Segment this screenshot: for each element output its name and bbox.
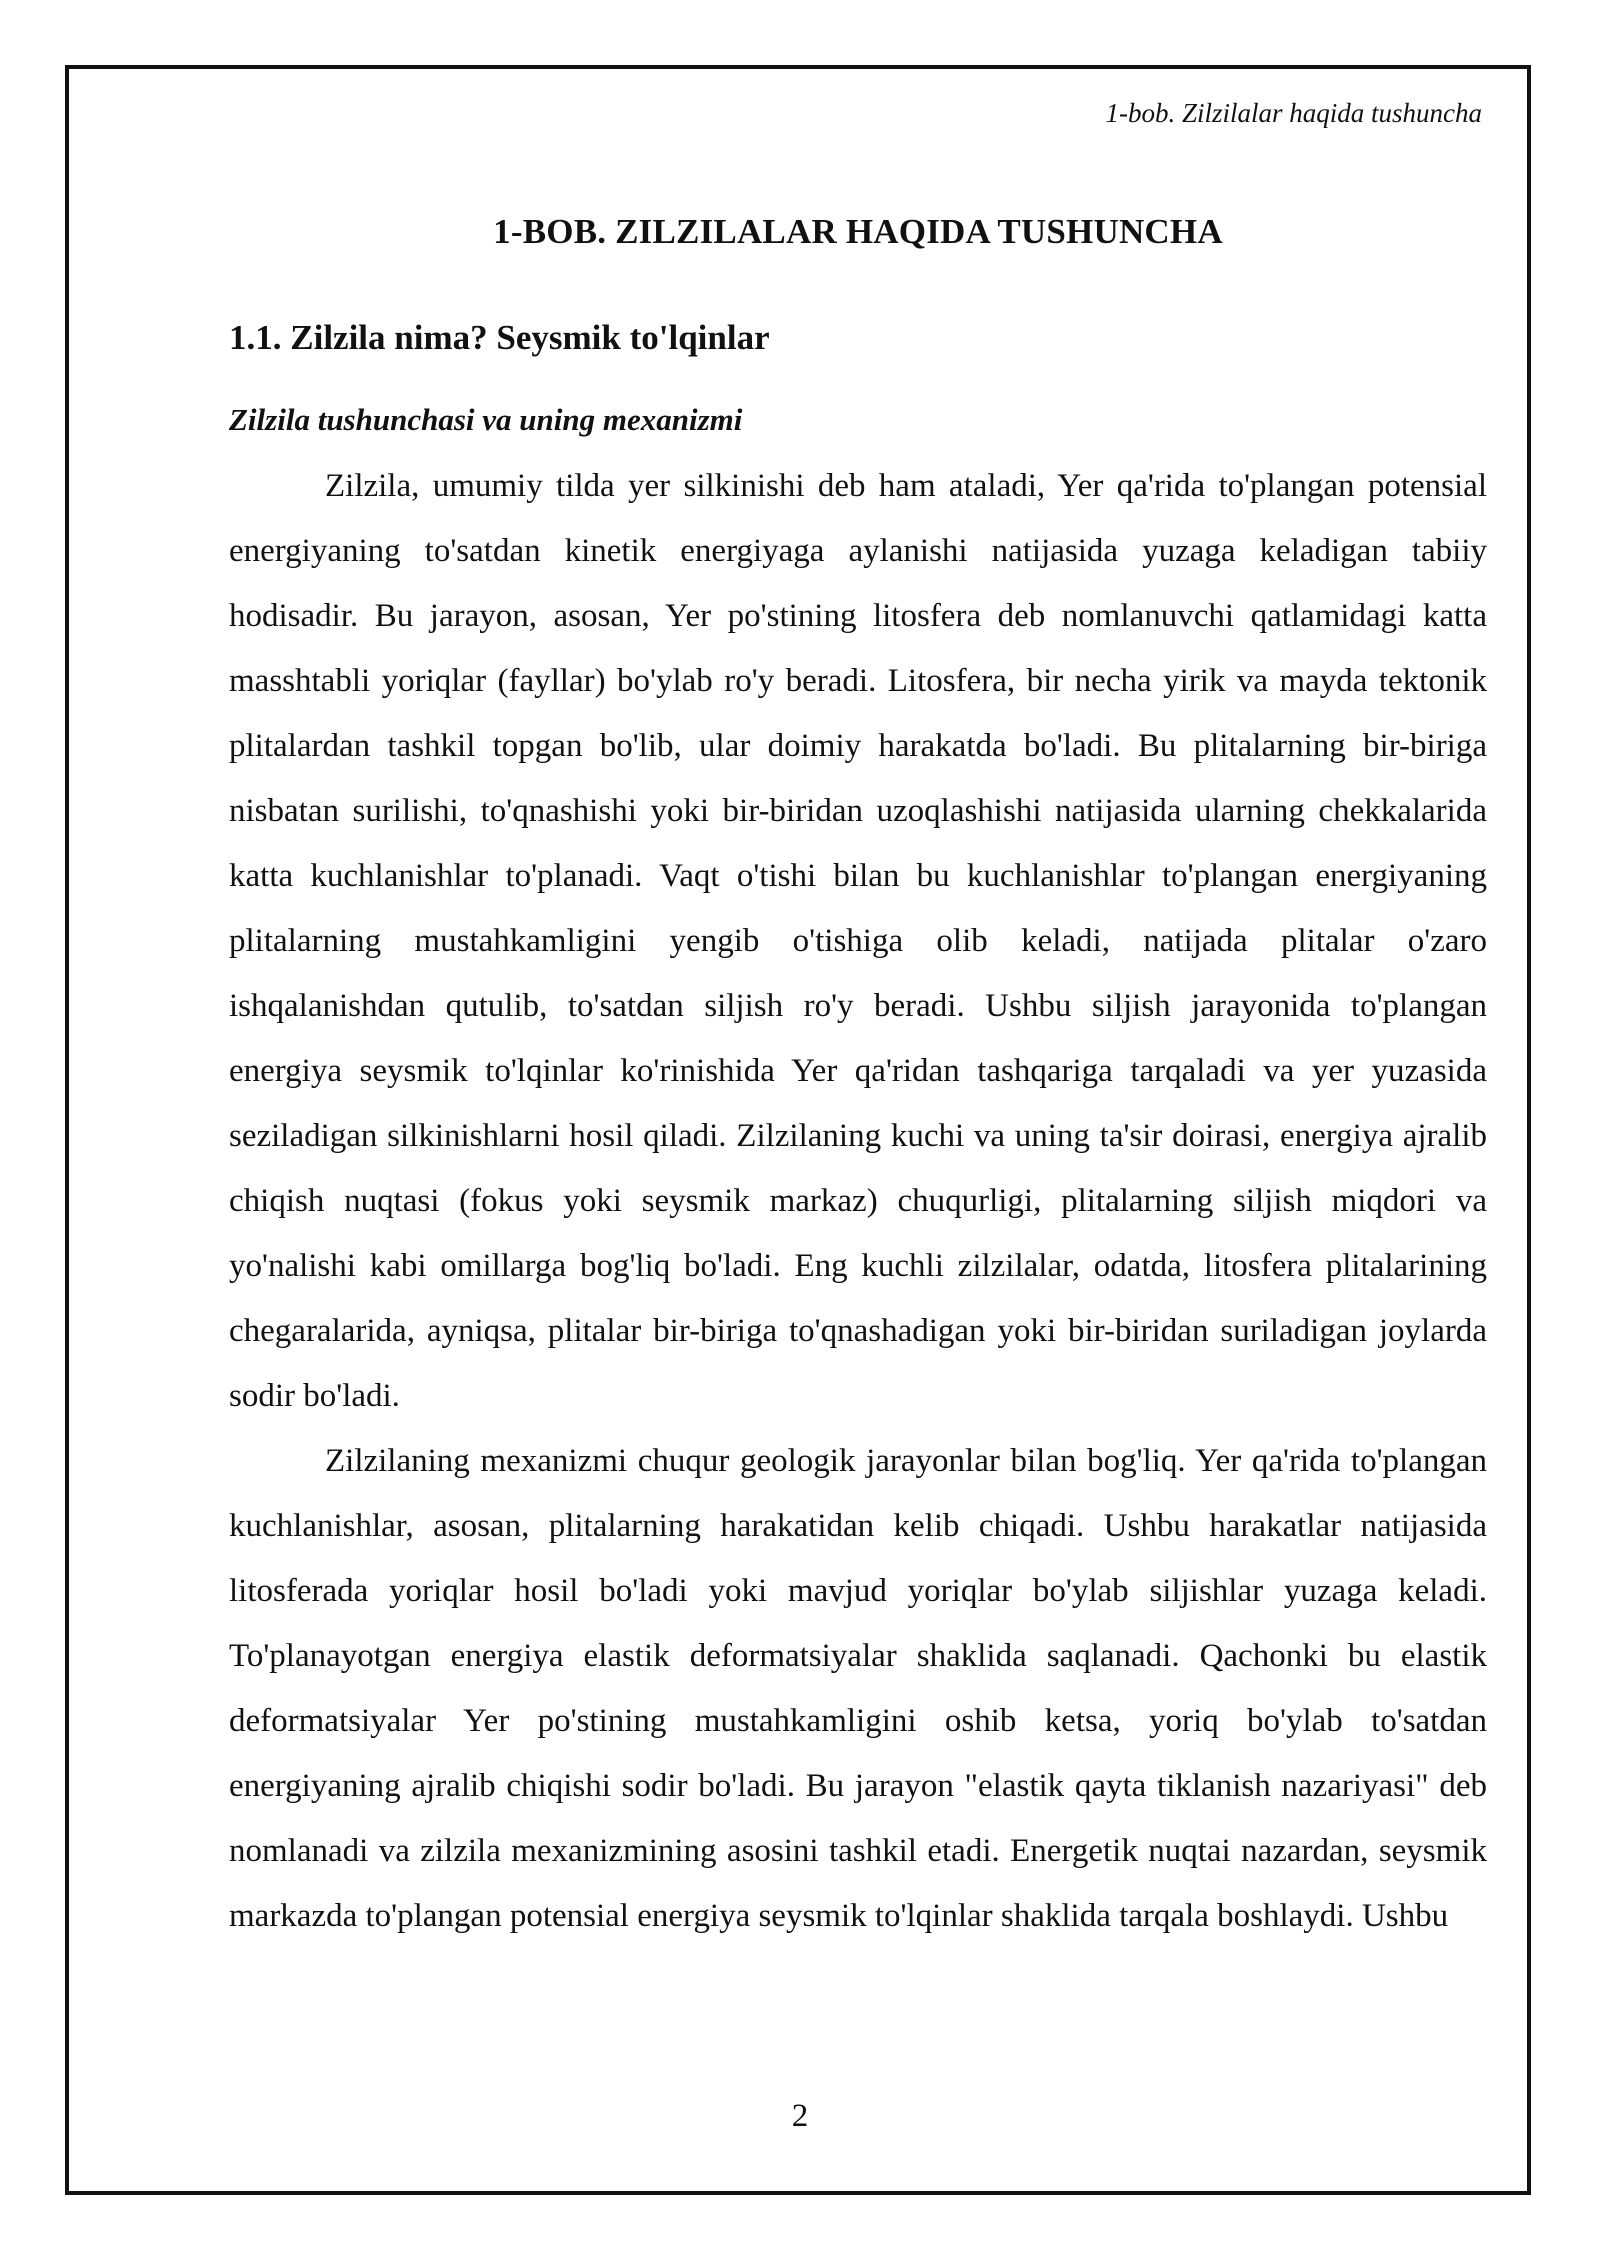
page-content xyxy=(229,210,1487,1949)
body-paragraph-2: Zilzilaning mexanizmi chuqur geologik jarayonlar bilan bog'liq. Yer qa'rida to'plangan kuchlanishlar, asosan, plitalarning harakatidan kelib chiqadi. Ushbu harakatlar natijasida litosferada yoriqlar hosil bo'ladi yoki mavjud yoriqlar bo'ylab siljishlar yuzaga keladi. To'planayotgan energiya elastik deformatsiyalar shaklida saqlanadi. Qachonki bu elastik deformatsiyalar Yer po'stining mustahkamligini oshib ketsa, yoriq bo'ylab to'satdan energiyaning ajralib chiqishi sodir bo'ladi. Bu jarayon "elastik qayta tiklanish nazariyasi" deb nomlanadi va zilzila mexanizmining asosini tashkil etadi. Energetik nuqtai nazardan, seysmik markazda to'plangan potensial energiya seysmik to'lqinlar shaklida tarqala boshlaydi. Ushbu xyxy=(229,1443,1487,1934)
subsection-title: Zilzila tushunchasi va uning mexanizmi xyxy=(229,402,743,437)
page-number: 2 xyxy=(791,2098,809,2134)
section-title: 1.1. Zilzila nima? Seysmik to'lqinlar xyxy=(229,318,770,357)
running-header: 1-bob. Zilzilalar haqida tushuncha xyxy=(1105,98,1482,128)
chapter-title: 1-BOB. ZILZILALAR HAQIDA TUSHUNCHA xyxy=(493,212,1223,251)
body-paragraph-1: Zilzila, umumiy tilda yer silkinishi deb ham ataladi, Yer qa'rida to'plangan potensial energiyaning to'satdan kinetik energiyaga aylanishi natijasida yuzaga keladigan tabiiy hodisadir. Bu jarayon, asosan, Yer po'stining litosfera deb nomlanuvchi qatlamidagi katta masshtabli yoriqlar (fayllar) bo'ylab ro'y beradi. Litosfera, bir necha yirik va mayda tektonik plitalardan tashkil topgan bo'lib, ular doimiy harakatda bo'ladi. Bu plitalarning bir-biriga nisbatan surilishi, to'qnashishi yoki bir-biridan uzoqlashishi natijasida ularning chekkalarida katta kuchlanishlar to'planadi. Vaqt o'tishi bilan bu kuchlanishlar to'plangan energiyaning plitalarning mustahkamligini yengib o'tishiga olib keladi, natijada plitalar o'zaro ishqalanishdan qutulib, to'satdan siljish ro'y beradi. Ushbu siljish jarayonida to'plangan energiya seysmik to'lqinlar ko'rinishida Yer qa'ridan tashqariga tarqaladi va yer yuzasida seziladigan silkinishlarni hosil qiladi. Zilzilaning kuchi va uning ta'sir doirasi, energiya ajralib chiqish nuqtasi (fokus yoki seysmik markaz) chuqurligi, plitalarning siljish miqdori va yo'nalishi kabi omillarga bog'liq bo'ladi. Eng kuchli zilzilalar, odatda, litosfera plitalarining chegaralarida, ayniqsa, plitalar bir-biriga to'qnashadigan yoki bir-biridan suriladigan joylarda sodir bo'ladi. xyxy=(229,468,1487,1414)
